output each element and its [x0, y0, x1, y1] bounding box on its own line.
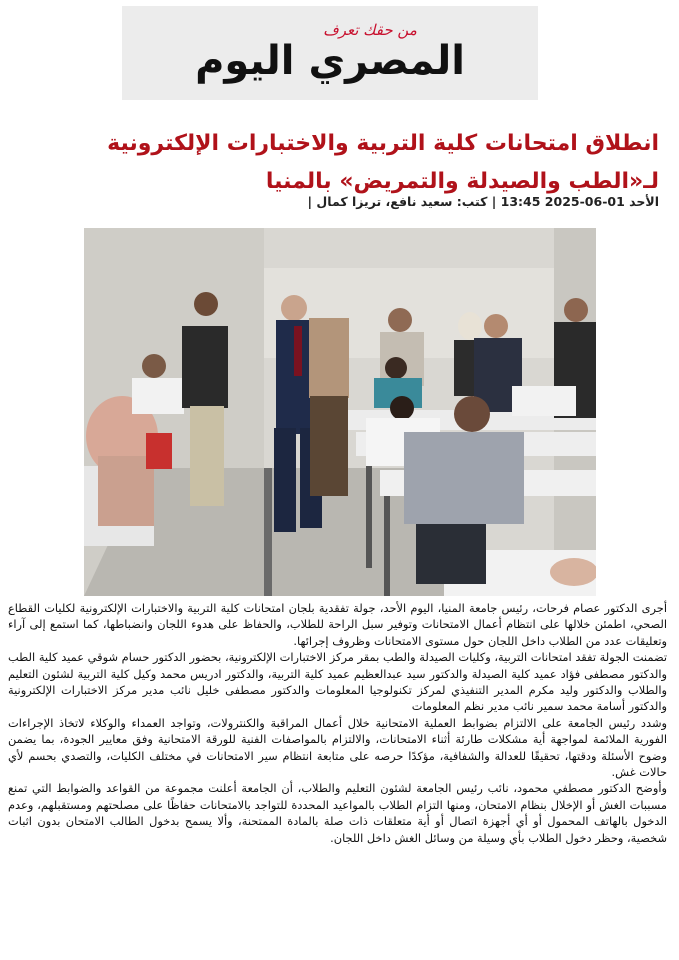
student — [98, 456, 154, 526]
person-hijab — [458, 312, 482, 340]
article-photo — [84, 228, 596, 596]
student-head — [454, 396, 490, 432]
student — [512, 386, 576, 416]
article-paragraph: وشدد رئيس الجامعة على الالتزام بضوابط العملية الامتحانية خلال أعمال المراقبة والكنترولات، وتواجد العمداء والوكلاء لاتخاذ الإجراءات الفورية الملائمة لمواجهة أية مشكلات طارئة أثناء الامتحانات، والالتزام بالمواصفات الفنية للورقة الامتحانية وفق معايير الجودة، بما يضمن وضوح الأسئلة ودقتها، تحقيقًا للعدالة والشفافية، مؤكدًا حرصه على متابعة انتظام سير الامتحانات في مختلف الكليات، والتصدي بحسم لأي حالات غش. — [8, 715, 667, 780]
student-head — [142, 354, 166, 378]
person-tie — [294, 326, 302, 376]
student-jacket — [146, 433, 172, 469]
person-trousers — [274, 428, 296, 532]
desk-leg — [366, 458, 372, 568]
article-byline: الأحد 01-06-2025 13:45 | كتب: سعيد نافع، تريزا كمال | — [307, 194, 659, 209]
person — [309, 318, 349, 398]
article-paragraph: وأوضح الدكتور مصطفي محمود، نائب رئيس الجامعة لشئون التعليم والطلاب، أن الجامعة أعلنت مجموعة من القواعد والضوابط التي تمنع مسببات الغش أو الإخلال بنظام الامتحان، ومنها التزام الطلاب بالمواعيد المحددة للتواجد بالامتحانات حفاظًا على مصلحتهم ومستقبلهم، وعدم الدخول بالهاتف المحمول أو أي أجهزة اتصال أو أية متعلقات ذات صلة بالمادة الممتحنة، وألا يسمح بدخول الطالب الامتحان بدون اثبات شخصية، وحظر دخول الطلاب بأي وسيلة من وسائل الغش داخل اللجان. — [8, 781, 667, 845]
person-head — [564, 298, 588, 322]
person-trousers — [310, 396, 348, 496]
student-grey-shirt — [404, 432, 524, 524]
person-head — [281, 295, 307, 321]
person-head — [484, 314, 508, 338]
article-body — [8, 600, 667, 846]
exam-hall-photo — [84, 228, 596, 596]
student-jeans — [416, 524, 486, 584]
person — [182, 326, 228, 408]
person-head — [194, 292, 218, 316]
floor-stripe — [264, 468, 272, 596]
article-paragraph: تضمنت الجولة تفقد امتحانات التربية، وكليات الصيدلة والطب بمقر مركز الاختبارات الإلكترونية، بحضور الدكتور حسام شوقي عميد كلية الطب والدكتور مصطفى فؤاد عميد كلية الصيدلة والدكتور سيد عبدالعظيم عميد كلية التربية، والدكتور ادريس محمد وكيل كلية التربية لشئون التعليم والطلاب والدكتور وليد مكرم المدير التنفيذي لمركز تكنولوجيا المعلومات والدكتور مصطفى خليل نائب مدير مركز الاختبارات الإلكترونية والدكتور أسامة محمد سمير نائب مدير نظم المعلومات — [8, 650, 667, 714]
masthead-logo: المصري اليوم — [195, 38, 465, 84]
newspaper-masthead[interactable] — [122, 6, 538, 100]
person-trousers — [190, 406, 224, 506]
article-paragraph: أجرى الدكتور عصام فرحات، رئيس جامعة المنيا، اليوم الأحد، جولة تفقدية بلجان امتحانات كلية التربية والاختبارات الإلكترونية لكليات القطاع الصحي، اطمئن خلالها على انتظام أعمال الامتحانات وتوفير سبل الراحة للطلاب، والحفاظ على هدوء اللجان وانضباطها، كما استمع إلى آراء وتعليقات عدد من الطلاب داخل اللجان حول مستوى الامتحانات وظروف إجرائها. — [8, 601, 667, 648]
masthead-tagline: من حقك تعرف — [323, 21, 417, 39]
desk-leg — [384, 496, 390, 596]
article-headline: انطلاق امتحانات كلية التربية والاختبارات الإلكترونية لـ«الطب والصيدلة والتمريض» بالمنيا — [107, 130, 659, 194]
student-head — [385, 357, 407, 379]
person-head — [388, 308, 412, 332]
student — [132, 378, 184, 414]
student-head — [390, 396, 414, 420]
hand — [550, 558, 596, 586]
